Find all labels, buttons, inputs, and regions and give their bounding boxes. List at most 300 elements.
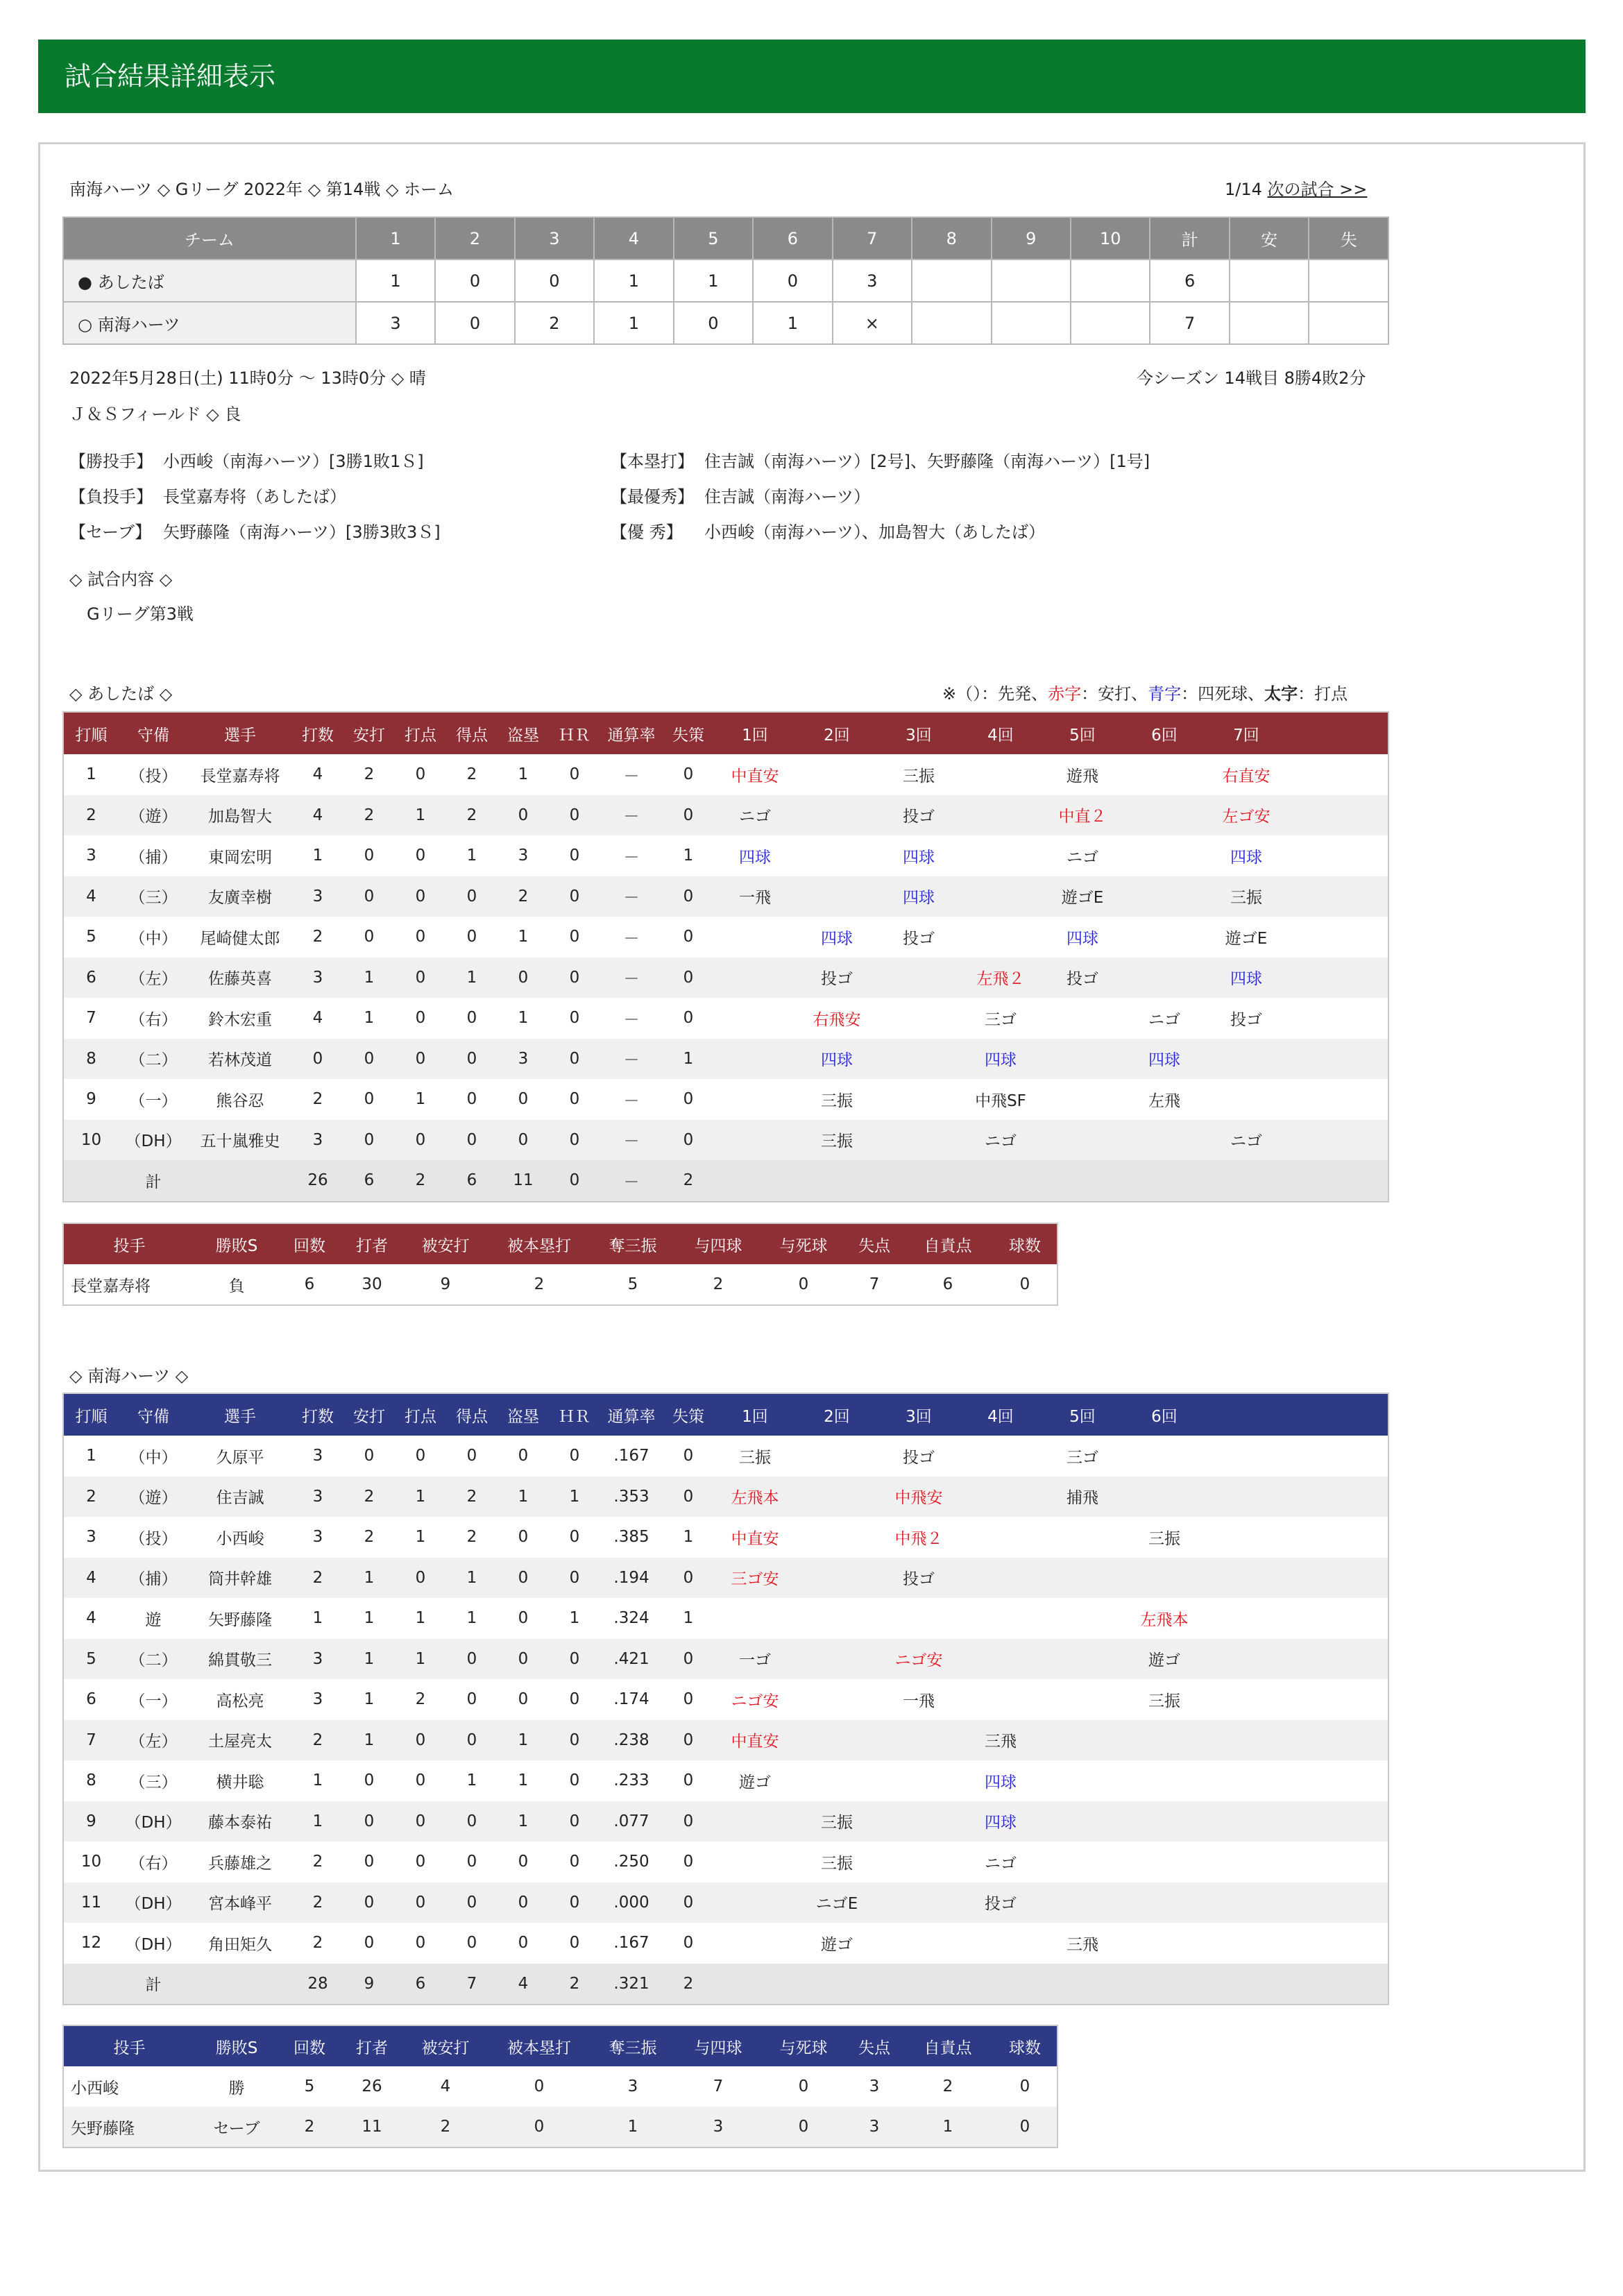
inning-result <box>1123 1882 1205 1923</box>
batting-header-cell: 盗塁 <box>498 712 549 754</box>
batter-cell: （三） <box>119 876 188 917</box>
inning-result: 三振 <box>796 1801 878 1842</box>
inning-result <box>1123 754 1205 795</box>
batter-cell: 0 <box>415 1009 426 1028</box>
inning-result: ニゴ <box>985 1854 1017 1873</box>
batter-cell: 2 <box>343 1477 395 1517</box>
score-cell <box>1309 302 1388 344</box>
score-row <box>63 302 1388 344</box>
batter-cell: 1 <box>446 1558 498 1599</box>
batting-header-cell: 打数 <box>292 712 343 754</box>
pitcher-cell: 4 <box>440 2077 451 2095</box>
batter-cell: 1 <box>364 1009 375 1028</box>
batting-header-cell: 2回 <box>796 712 878 754</box>
batting-header-cell: 2回 <box>796 1393 878 1436</box>
row-spacer <box>1287 917 1388 958</box>
batter-cell: 3 <box>292 876 343 917</box>
batter-cell: 0 <box>364 1447 375 1465</box>
score-cell: 0 <box>753 260 832 302</box>
batter-cell: （中） <box>129 1448 178 1467</box>
pitcher-name: 小西峻 <box>71 2079 119 2098</box>
batter-cell: 1 <box>343 1720 395 1761</box>
pitcher-cell: 11 <box>341 2107 403 2148</box>
total-cell: 6 <box>395 1964 446 2005</box>
inning-result <box>1123 958 1205 998</box>
score-cell: 0 <box>435 302 514 344</box>
batter-cell: 1 <box>446 958 498 998</box>
pitcher-cell: 2 <box>403 2107 488 2148</box>
inning-result <box>796 1639 878 1680</box>
batter-row <box>63 795 1388 836</box>
award-line <box>611 483 1150 518</box>
inning-result: 遊ゴ <box>1123 1639 1205 1680</box>
batter-cell: 0 <box>343 1801 395 1842</box>
pitcher-cell: 0 <box>1019 1275 1030 1293</box>
inning-result <box>960 1558 1042 1599</box>
inning-result: ニゴ <box>1205 1120 1287 1161</box>
batting-header-cell: 打点 <box>395 712 446 754</box>
batter-cell: － <box>623 929 640 948</box>
batter-cell: 0 <box>415 928 426 946</box>
batter-cell: 0 <box>663 1801 714 1842</box>
batter-cell: 1 <box>312 847 323 865</box>
inning-result <box>960 1639 1042 1680</box>
batter-cell: 0 <box>395 1720 446 1761</box>
batter-cell: 0 <box>364 1771 375 1790</box>
pitcher-cell: 3 <box>846 2107 903 2148</box>
batter-cell: （右） <box>129 1854 178 1873</box>
inning-result <box>1123 1801 1205 1842</box>
inning-result: 四球 <box>739 848 771 867</box>
inning-result: 左飛本 <box>714 1477 796 1517</box>
batter-cell: 1 <box>395 1639 446 1680</box>
batter-cell: 0 <box>466 1853 477 1871</box>
batter-cell: 0 <box>498 1639 549 1680</box>
pitcher-cell: 5 <box>627 1275 638 1293</box>
batter-cell: 5 <box>63 1639 119 1680</box>
pitcher-cell: 0 <box>761 2107 846 2148</box>
team-name: ● あしたば <box>63 260 356 302</box>
team-heading-home: ◇ 南海ハーツ ◇ <box>69 1366 189 1386</box>
pitcher-cell: 1 <box>903 2107 993 2148</box>
pitching-header-cell: 与四球 <box>675 2025 761 2066</box>
total-spacer <box>1287 1160 1388 1202</box>
batter-cell: 久原平 <box>216 1448 264 1467</box>
inning-result <box>714 1079 796 1120</box>
batting-header-cell: 3回 <box>878 1393 960 1436</box>
batter-cell: 12 <box>80 1934 102 1953</box>
batter-cell: 0 <box>466 928 477 946</box>
inning-result <box>960 1923 1042 1964</box>
batting-header-cell: 7回 <box>1205 712 1287 754</box>
row-spacer <box>1205 1842 1388 1882</box>
batter-cell: 10 <box>80 1853 102 1871</box>
inning-result <box>878 1079 960 1120</box>
inning-result <box>878 1882 960 1923</box>
award-label: 【最優秀】 <box>611 487 694 507</box>
inning-result <box>1123 1842 1205 1882</box>
batter-cell: 0 <box>569 1090 580 1109</box>
inning-result: 中直安 <box>731 767 779 785</box>
batter-cell: 2 <box>292 1720 343 1761</box>
batter-cell: 0 <box>663 1120 714 1161</box>
inning-result <box>1123 1760 1205 1801</box>
inning-result: 右直安 <box>1222 767 1271 785</box>
total-cell: 26 <box>292 1160 343 1202</box>
pitcher-cell: 1 <box>590 2107 675 2148</box>
batting-header-cell: 失策 <box>663 1393 714 1436</box>
pitching-header-cell: 与死球 <box>761 2025 846 2066</box>
batter-cell: 1 <box>415 1609 426 1628</box>
pitcher-cell: 0 <box>488 2107 590 2148</box>
inning-result <box>960 754 1042 795</box>
inning-result <box>714 1598 796 1639</box>
batter-row <box>63 1039 1388 1080</box>
pitcher-cell: 負 <box>228 1277 245 1295</box>
inning-result <box>714 1039 796 1080</box>
inning-result: 三振 <box>1205 876 1287 917</box>
batter-cell: － <box>623 767 640 785</box>
pitching-header-cell: 失点 <box>846 1223 903 1264</box>
pitcher-cell: 6 <box>942 1275 953 1293</box>
batter-cell: 1 <box>466 847 477 865</box>
inning-result <box>878 1598 960 1639</box>
batting-header-cell: 4回 <box>960 1393 1042 1436</box>
batter-cell: 1 <box>683 847 694 865</box>
inning-result: 四球 <box>1123 1039 1205 1080</box>
batter-cell: 0 <box>549 958 600 998</box>
total-cell: 計 <box>119 1964 188 2005</box>
inning-result <box>1042 1639 1123 1680</box>
batter-cell: 8 <box>63 1039 119 1080</box>
score-header-cell: 6 <box>753 217 832 260</box>
inning-result: 四球 <box>1067 929 1098 948</box>
inning-result <box>960 1598 1042 1639</box>
total-cell: 6 <box>343 1160 395 1202</box>
pitching-header-cell: 打者 <box>341 2025 403 2066</box>
batter-cell: （捕） <box>129 848 178 867</box>
batting-header-cell: 6回 <box>1123 712 1205 754</box>
batter-cell: 綿貫敬三 <box>188 1639 292 1680</box>
batting-header-cell: 安打 <box>343 712 395 754</box>
batter-row <box>63 1558 1388 1599</box>
pitching-table-home <box>62 2025 1058 2148</box>
pitcher-cell: 6 <box>304 1275 315 1293</box>
batter-cell: 0 <box>518 1934 529 1953</box>
batter-cell: 0 <box>518 1853 529 1871</box>
batter-row <box>63 1760 1388 1801</box>
pitcher-cell: 0 <box>534 2077 545 2095</box>
batter-cell: 0 <box>549 1639 600 1680</box>
batter-cell: 0 <box>569 1690 580 1709</box>
inning-result <box>1123 1436 1205 1477</box>
batter-cell: 兵藤雄之 <box>208 1854 272 1873</box>
team-name: ○ 南海ハーツ <box>63 302 356 344</box>
score-row <box>63 260 1388 302</box>
pitching-header-cell: 勝敗S <box>195 2025 278 2066</box>
batting-header-cell: 得点 <box>446 712 498 754</box>
batter-cell: 2 <box>312 928 323 946</box>
batter-cell: 3 <box>292 1477 343 1517</box>
score-cell <box>1230 260 1309 302</box>
inning-result: 中飛２ <box>894 1529 943 1548</box>
pitching-header-cell: 与四球 <box>675 1223 761 1264</box>
pitcher-cell: 3 <box>675 2107 761 2148</box>
row-spacer <box>1287 876 1388 917</box>
pitching-header-cell: 被本塁打 <box>488 2025 590 2066</box>
batting-header-cell: 安打 <box>343 1393 395 1436</box>
total-cell: 7 <box>446 1964 498 2005</box>
inning-result: 四球 <box>985 1773 1017 1792</box>
row-spacer <box>1205 1517 1388 1558</box>
season-record: 今シーズン 14戦目 8勝4敗2分 <box>1137 368 1366 388</box>
row-spacer <box>1205 1639 1388 1680</box>
batter-cell: 0 <box>343 1039 395 1080</box>
inning-result <box>1042 1517 1123 1558</box>
inning-result: 投ゴ <box>878 1558 960 1599</box>
inning-result: 一飛 <box>903 1692 935 1710</box>
batter-cell: 0 <box>446 1882 498 1923</box>
inning-result <box>960 1436 1042 1477</box>
score-header-cell: 3 <box>515 217 594 260</box>
inning-result: 遊ゴ <box>739 1773 771 1792</box>
batter-cell: 0 <box>466 1447 477 1465</box>
batter-cell: 9 <box>86 1090 96 1109</box>
score-header-cell: 9 <box>992 217 1071 260</box>
batter-cell: 1 <box>569 1609 580 1628</box>
pitching-table-away <box>62 1223 1058 1306</box>
game-count: 1/14 <box>1225 180 1262 199</box>
inning-result: 中直２ <box>1042 795 1123 836</box>
inning-result <box>1042 998 1123 1039</box>
batter-cell: 0 <box>549 1801 600 1842</box>
total-spacer <box>796 1964 878 2005</box>
batter-cell: 1 <box>395 1477 446 1517</box>
batter-cell: 1 <box>343 1558 395 1599</box>
batter-cell: 鈴木宏重 <box>208 1010 272 1029</box>
batting-header-cell: 打点 <box>395 1393 446 1436</box>
row-spacer <box>1205 1679 1388 1720</box>
batter-cell: 2 <box>292 1558 343 1599</box>
batter-cell: 1 <box>343 1639 395 1680</box>
pitching-header-cell: 被安打 <box>403 2025 488 2066</box>
batter-cell: 0 <box>549 1720 600 1761</box>
batter-cell: （遊） <box>119 1477 188 1517</box>
inning-result: 中直安 <box>714 1720 796 1761</box>
inning-result: 三振 <box>1148 1529 1180 1548</box>
inning-result <box>960 917 1042 958</box>
batting-total-row <box>63 1964 1388 2005</box>
inning-result: 三振 <box>796 1120 878 1161</box>
batter-cell: 7 <box>63 1720 119 1761</box>
pitcher-cell: 7 <box>713 2077 724 2095</box>
total-cell <box>63 1160 119 1202</box>
batting-header-cell: 得点 <box>446 1393 498 1436</box>
award-value: 住吉誠（南海ハーツ） <box>704 487 871 507</box>
content-text: Gリーグ第3戦 <box>87 604 194 624</box>
inning-result <box>1042 1120 1123 1161</box>
batter-cell: 1 <box>415 1090 426 1109</box>
batter-cell: .421 <box>600 1639 663 1680</box>
pitching-header-cell: 奪三振 <box>590 2025 675 2066</box>
inning-result <box>878 1760 960 1801</box>
inning-result: 三ゴ <box>1067 1448 1098 1467</box>
game-subtitle: 南海ハーツ ◇ Gリーグ 2022年 ◇ 第14戦 ◇ ホーム <box>69 180 454 199</box>
batter-cell: 0 <box>569 1853 580 1871</box>
batter-cell: 0 <box>415 1771 426 1790</box>
award-line <box>69 518 441 554</box>
score-cell <box>992 302 1071 344</box>
next-game-link[interactable]: 次の試合 >> <box>1267 180 1368 199</box>
total-cell: － <box>600 1160 663 1202</box>
inning-result <box>878 998 960 1039</box>
inning-result: 投ゴ <box>878 795 960 836</box>
batter-cell: 2 <box>498 876 549 917</box>
batting-header-spacer <box>1205 1393 1388 1436</box>
batter-cell: （三） <box>129 1773 178 1792</box>
inning-result <box>714 1842 796 1882</box>
batter-cell: － <box>600 1120 663 1161</box>
batter-cell: 1 <box>415 1528 426 1547</box>
pitching-header-cell: 投手 <box>63 1223 195 1264</box>
score-cell: 3 <box>356 302 435 344</box>
score-header-cell: 計 <box>1150 217 1229 260</box>
inning-result <box>1042 1558 1123 1599</box>
score-cell <box>1071 260 1150 302</box>
batter-cell: 3 <box>312 1528 323 1547</box>
batter-cell: 0 <box>569 1771 580 1790</box>
total-spacer <box>714 1160 796 1202</box>
batter-cell: （DH） <box>119 1801 188 1842</box>
legend-suffix: ：打点 <box>1298 684 1348 704</box>
inning-result <box>796 1517 878 1558</box>
inning-result: ニゴ <box>1067 848 1098 867</box>
score-cell <box>912 260 991 302</box>
total-spacer <box>960 1160 1042 1202</box>
batting-header-cell: 盗塁 <box>498 1393 549 1436</box>
row-spacer <box>1205 1760 1388 1801</box>
batting-header-cell: 守備 <box>119 1393 188 1436</box>
award-label: 【負投手】 <box>69 487 153 507</box>
batter-cell: － <box>600 958 663 998</box>
batter-cell: 0 <box>395 958 446 998</box>
inning-result: 中飛安 <box>878 1477 960 1517</box>
row-spacer <box>1205 1882 1388 1923</box>
pitching-header-cell: 失点 <box>846 2025 903 2066</box>
batter-cell: － <box>623 1091 640 1110</box>
batting-header-cell: ＨＲ <box>549 712 600 754</box>
batter-cell: .250 <box>613 1853 649 1871</box>
batter-cell: － <box>600 795 663 836</box>
batter-cell: 3 <box>312 1447 323 1465</box>
total-cell: 2 <box>663 1160 714 1202</box>
batter-cell: 0 <box>518 1690 529 1709</box>
inning-result: ニゴ <box>1148 1010 1180 1029</box>
batter-cell: 1 <box>498 1801 549 1842</box>
score-cell: 0 <box>435 260 514 302</box>
score-cell: 3 <box>833 260 912 302</box>
pitcher-cell: 2 <box>942 2077 953 2095</box>
batter-cell: 佐藤英喜 <box>188 958 292 998</box>
batter-cell: 0 <box>683 928 694 946</box>
score-cell: 7 <box>1150 302 1229 344</box>
total-spacer <box>1123 1964 1205 2005</box>
pitcher-cell: 30 <box>362 1275 382 1293</box>
row-spacer <box>1287 795 1388 836</box>
batter-cell: 2 <box>63 795 119 836</box>
scoreboard-table <box>62 216 1389 345</box>
inning-result: ニゴ <box>714 795 796 836</box>
batting-header-cell: 失策 <box>663 712 714 754</box>
total-spacer <box>960 1964 1042 2005</box>
batter-cell: 0 <box>343 1882 395 1923</box>
total-spacer <box>1042 1964 1123 2005</box>
batting-header-cell: 6回 <box>1123 1393 1205 1436</box>
batting-header-spacer <box>1287 712 1388 754</box>
batter-cell: 1 <box>395 795 446 836</box>
batter-cell: 1 <box>683 1528 694 1547</box>
inning-result: 遊飛 <box>1067 767 1098 785</box>
batter-cell: 1 <box>683 1609 694 1628</box>
inning-result <box>878 1120 960 1161</box>
score-cell: 2 <box>515 302 594 344</box>
batter-cell: － <box>623 1010 640 1029</box>
batter-row <box>63 1079 1388 1120</box>
batter-cell: 2 <box>415 1690 426 1709</box>
award-value: 矢野藤隆（南海ハーツ）[3勝3敗3Ｓ] <box>163 522 441 542</box>
inning-result <box>960 1679 1042 1720</box>
batter-cell: 0 <box>569 1447 580 1465</box>
score-header-cell: チーム <box>63 217 356 260</box>
total-cell: .321 <box>600 1964 663 2005</box>
inning-result: 投ゴ <box>903 1448 935 1467</box>
inning-result <box>878 958 960 998</box>
batter-cell: .174 <box>613 1690 649 1709</box>
total-cell: 28 <box>292 1964 343 2005</box>
score-header-cell: 10 <box>1071 217 1150 260</box>
batter-cell: － <box>600 876 663 917</box>
awards-right <box>611 448 1150 554</box>
batter-cell: 0 <box>395 1039 446 1080</box>
award-label: 【本塁打】 <box>611 452 694 471</box>
batter-cell: 0 <box>498 1120 549 1161</box>
award-label: 【優 秀】 <box>611 522 683 542</box>
batter-row <box>63 1801 1388 1842</box>
batter-row <box>63 917 1388 958</box>
batter-row <box>63 998 1388 1039</box>
batter-cell: 0 <box>466 1090 477 1109</box>
batting-header-cell: 3回 <box>878 712 960 754</box>
batting-table-home <box>62 1393 1389 2005</box>
batter-cell: 1 <box>466 1771 477 1790</box>
inning-result <box>1123 876 1205 917</box>
batter-cell: 0 <box>446 1720 498 1761</box>
total-cell: 2 <box>549 1964 600 2005</box>
total-cell <box>188 1160 292 1202</box>
batter-cell: 0 <box>498 1558 549 1599</box>
pitching-header-cell: 投手 <box>63 2025 195 2066</box>
total-spacer <box>878 1160 960 1202</box>
batter-row <box>63 1598 1388 1639</box>
score-header-cell: 安 <box>1230 217 1309 260</box>
batter-cell: 0 <box>466 1009 477 1028</box>
pitcher-cell: 5 <box>304 2077 315 2095</box>
batter-cell: （中） <box>129 929 178 948</box>
inning-result <box>960 876 1042 917</box>
batter-cell: 0 <box>364 1853 375 1871</box>
inning-result: 四球 <box>821 929 853 948</box>
inning-result <box>1042 1720 1123 1761</box>
